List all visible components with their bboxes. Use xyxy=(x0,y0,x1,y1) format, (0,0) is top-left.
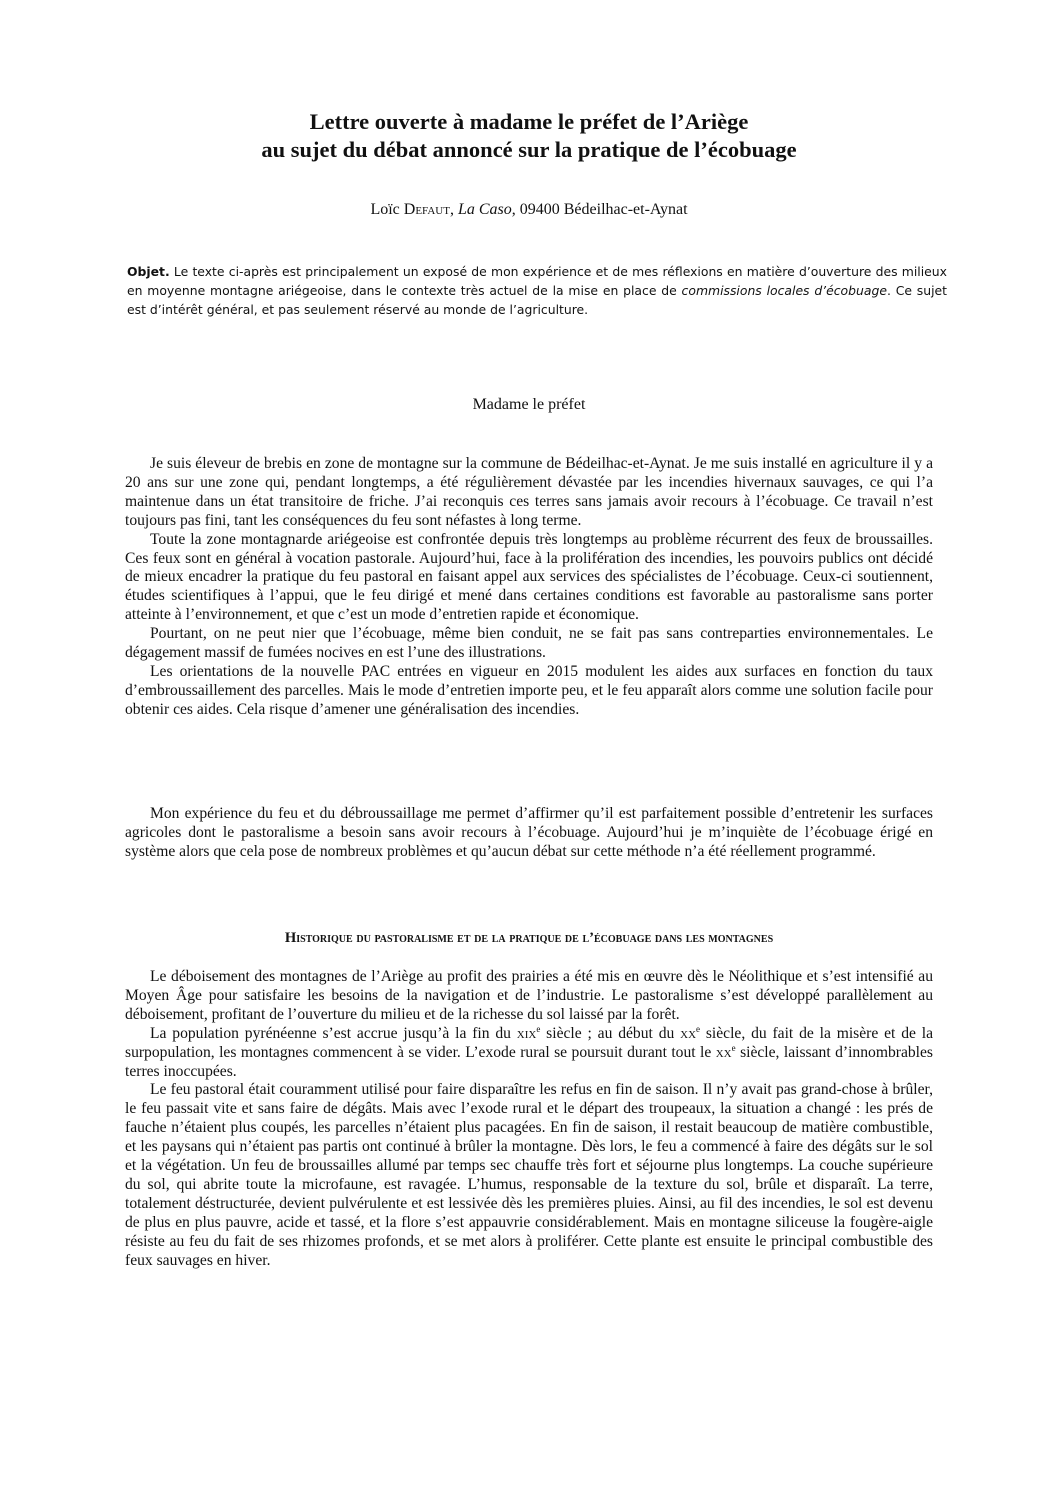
salutation: Madame le préfet xyxy=(472,396,586,413)
author-address: , 09400 Bédeilhac-et-Aynat xyxy=(511,201,688,218)
text-run: siècle, laissant d’innombrables terres inoccupées. xyxy=(125,1043,933,1080)
paragraph: Toute la zone montagnarde ariégeoise est confrontée depuis très longtemps au problème récurrent des feux de broussailles. Ces feux sont en général à vocation pastorale. Aujourd’hui, face à la prolifération des incendies, les pouvoirs publics ont décidé de mieux encadrer la pratique du feu pastoral en faisant appel aux services des spécialistes de l’écobuage. Ceux-ci soutiennent, études scientifiques à l’appui, que le feu dirigé et mené dans certaines conditions est favorable au pastoralisme sans porter atteinte à l’environnement, et que c’est un mode d’entretien rapide et économique. xyxy=(125,530,933,624)
author-last-name: Defaut xyxy=(403,201,450,218)
objet-paragraph xyxy=(127,262,947,319)
objet-text-2: . Ce sujet est d’intérêt général, et pas seulement réservé au monde de l’agriculture. xyxy=(127,283,948,317)
author-farm: La Caso xyxy=(457,201,512,218)
document-title-line-2: au sujet du débat annoncé sur la pratique de l’écobuage xyxy=(261,137,797,162)
superscript: e xyxy=(536,1023,541,1034)
paragraph: Les orientations de la nouvelle PAC entrées en vigueur en 2015 modulent les aides aux surfaces en fonction du taux d’embroussaillement des parcelles. Mais le mode d’entretien importe peu, et le feu apparaît alors comme une solution facile pour obtenir ces aides. Cela risque d’amener une généralisation des incendies. xyxy=(125,662,933,718)
section-1-block-b xyxy=(125,805,933,862)
paragraph: Je suis éleveur de brebis en zone de montagne sur la commune de Bédeilhac-et-Aynat. Je me suis installé en agriculture il y a 20 ans sur une zone qui, pendant longtemps, a été régulièrement dévastée par les incendies hivernaux sauvages, ce qui l’a maintenue dans un état transitoire de friche. J’ai reconquis ces terres sans jamais avoir recours à l’écobuage. Ce travail n’est toujours pas fini, tant les conséquences du feu sont néfastes à long terme. xyxy=(125,455,933,529)
century-numeral: xx xyxy=(715,1043,732,1061)
text-run: La population pyrénéenne s’est accrue jusqu’à la fin du xyxy=(150,1024,517,1042)
paragraph-population xyxy=(125,1025,933,1082)
objet-label: Objet. xyxy=(127,264,170,279)
text-run: siècle, du fait de la misère et de la surpopulation, les montagnes commencent à se vider. L’exode rural se poursuit durant tout le xyxy=(125,1024,933,1061)
author-separator: , xyxy=(449,201,458,218)
author-first-name: Loïc xyxy=(370,201,404,218)
paragraph: Le déboisement des montagnes de l’Ariège au profit des prairies a été mis en œuvre dès le Néolithique et s’est intensifié au Moyen Âge pour satisfaire les besoins de la navigation et de l’industrie. Le pastoralisme s’est développé parallèlement au déboisement, profitant de l’ouverture du milieu et de la richesse du sol laissé par la forêt. xyxy=(125,968,933,1023)
author-line xyxy=(100,199,958,221)
superscript: e xyxy=(731,1042,736,1053)
century-numeral: xx xyxy=(680,1024,697,1042)
text-run: siècle ; au début du xyxy=(540,1024,681,1042)
century-numeral: xix xyxy=(516,1024,537,1042)
paragraph: Pourtant, on ne peut nier que l’écobuage, même bien conduit, ne se fait pas sans contreparties environnementales. Le dégagement massif de fumées nocives en est l’une des illustrations. xyxy=(125,625,933,662)
document-title-line-1: Lettre ouverte à madame le préfet de l’Ariège xyxy=(309,109,749,134)
paragraph: Mon expérience du feu et du débroussaillage me permet d’affirmer qu’il est parfaitement possible d’entretenir les surfaces agricoles dont le pastoralisme a besoin sans avoir recours à l’écobuage. Aujourd’hui je m’inquiète de l’écobuage érigé en système alors que cela pose de nombreux problèmes et qu’aucun débat sur cette méthode n’a été réellement programmé. xyxy=(125,805,933,860)
superscript: e xyxy=(696,1023,701,1034)
objet-text-emphasis: commissions locales d’écobuage xyxy=(681,283,887,298)
objet-text-1: Le texte ci-après est principalement un exposé de mon expérience et de mes réflexions en matière d’ouverture des milieux en moyenne montagne ariégeoise, dans le contexte très actuel de la mise en place de xyxy=(127,264,947,298)
section-heading: Historique du pastoralisme et de la pratique de l’écobuage dans les montagnes xyxy=(284,930,774,946)
section-2 xyxy=(125,968,933,1271)
paragraph: Le feu pastoral était couramment utilisé pour faire disparaître les refus en fin de saison. Il n’y avait pas grand-chose à brûler, le feu passait vite et sans faire de dégâts. Mais avec l’exode rural et le départ des troupeaux, la situation a changé : les prés de fauche n’étaient plus coupés, les parcelles n’étaient plus pacagées. En fin de saison, il restait beaucoup de matière combustible, et les paysans qui n’étaient pas partis ont continué à brûler la montagne. Dès lors, le feu a commencé à faire des dégâts sur le sol et la végétation. Un feu de broussailles allumé par temps sec chauffe très fort et séjourne plus longtemps. La couche supérieure du sol, qui abrite toute la microfaune, est ravagée. L’humus, responsable de la texture du sol, brûle et disparaît. La terre, totalement déstructurée, devient pulvérulente et est lessivée dès les premières pluies. Ainsi, au fil des incendies, le sol est devenu de plus en plus pauvre, acide et tassé, et la flore s’est appauvrie considérablement. Mais en montagne siliceuse la fougère-aigle résiste au feu du fait de ses rhizomes profonds, et se met alors à proliférer. Cette plante est ensuite le principal combustible des feux sauvages en hiver. xyxy=(125,1081,933,1269)
section-1-block-a xyxy=(125,455,933,720)
